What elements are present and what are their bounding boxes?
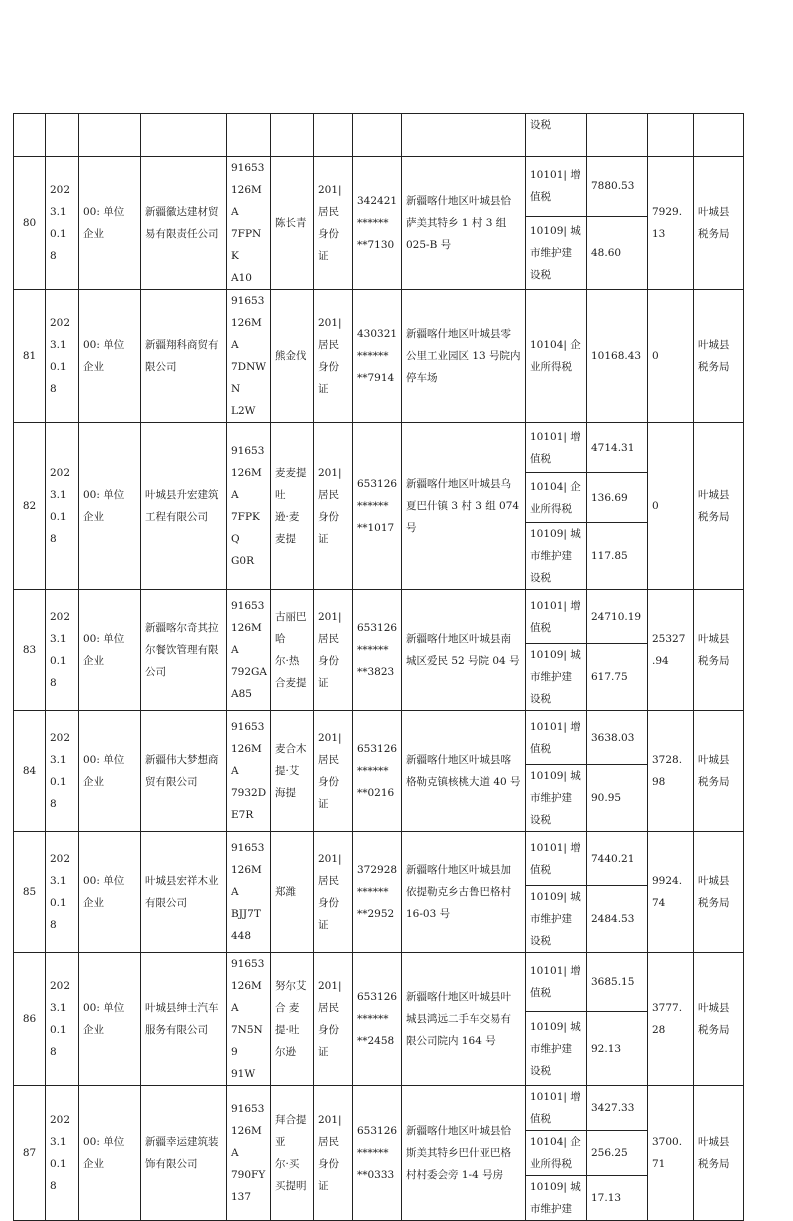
- cell-tax-amount: [587, 473, 648, 523]
- cell-credit-code: [227, 711, 271, 832]
- cell-total-amount: [648, 590, 694, 711]
- tax-authority-text: 叶城县 税务局: [698, 489, 730, 523]
- id-number-text: 372928 ****** **2952: [357, 864, 398, 920]
- tax-item-text: 10101| 增 值税: [530, 169, 581, 204]
- cell-record-date: [46, 423, 79, 590]
- cell-tax-item: [526, 1131, 587, 1176]
- cell-record-no: [14, 423, 46, 590]
- cell-tax-authority: [694, 157, 744, 290]
- cell-id-number: [353, 157, 402, 290]
- cell-tax-item: [526, 1086, 587, 1131]
- cell-taxpayer-type: [79, 953, 141, 1086]
- cell-id-type: [314, 1086, 353, 1221]
- cell-tax-item: [526, 157, 587, 217]
- id-type-text: 201| 居民 身份 证: [318, 980, 342, 1058]
- cell-taxpayer-type: [79, 290, 141, 423]
- tax-item-text: 10101| 增 值税: [530, 1091, 581, 1125]
- cell-credit-code: [227, 953, 271, 1086]
- company-name-text: 新疆徽达建材贸 易有限责任公司: [145, 206, 219, 240]
- id-number-text: 653126 ****** **1017: [357, 478, 398, 534]
- id-number-text: 653126 ****** **0333: [357, 1125, 398, 1181]
- cell-tax-item: [526, 1176, 587, 1221]
- credit-code-text: 91653 126MA 7FPNK A10: [231, 162, 265, 284]
- address-text: 新疆喀什地区叶城县恰 萨美其特乡 1 村 3 组 025-B 号: [406, 195, 511, 251]
- cell-id-number: [353, 423, 402, 590]
- cell-tax-amount: [587, 765, 648, 832]
- cell-company-name: [141, 953, 227, 1086]
- legal-person-text: 麦麦提 吐 逊·麦 麦提: [275, 467, 307, 545]
- cell-total-amount: [648, 157, 694, 290]
- id-number-text: 653126 ****** **2458: [357, 991, 398, 1047]
- tax-item-text: 10101| 增 值税: [530, 599, 581, 634]
- cell-tax-amount: [587, 423, 648, 473]
- tax-item-text: 设税: [530, 119, 551, 131]
- record-no-text: 85: [22, 886, 37, 898]
- credit-code-text: 91653 126MA BJJ7T 448: [231, 842, 265, 942]
- cell-person: [271, 114, 314, 157]
- tax-amount-text: 24710.19: [591, 610, 642, 623]
- total-amount-text: 0: [652, 500, 659, 512]
- tax-amount-text: 2484.53: [591, 913, 635, 925]
- cell-tax-item: [526, 216, 587, 289]
- cell-tax-authority: [694, 1086, 744, 1221]
- record-no-text: 80: [22, 217, 37, 229]
- cell-tax-amount: [587, 644, 648, 711]
- total-amount-text: 3700. 71: [652, 1136, 683, 1170]
- tax-authority-text: 叶城县 税务局: [698, 339, 730, 373]
- company-name-text: 叶城县升宏建筑 工程有限公司: [145, 489, 219, 523]
- address-text: 新疆喀什地区叶城县加 依提勒克乡古鲁巴格村 16-03 号: [406, 864, 511, 920]
- total-amount-text: 7929. 13: [652, 206, 683, 240]
- cell-tax-authority: [694, 953, 744, 1086]
- cell-tax-amount: [587, 523, 648, 590]
- cell-record-date: [46, 590, 79, 711]
- legal-person-text: 熊金伐: [275, 350, 307, 362]
- credit-code-text: 91653 126MA 7932D E7R: [231, 721, 267, 821]
- cell-code: [227, 114, 271, 157]
- cell-company-name: [141, 711, 227, 832]
- tax-amount-text: 90.95: [591, 792, 622, 804]
- credit-code-text: 91653 126MA 790FY 137: [231, 1103, 266, 1203]
- tax-item-text: 10109| 城 市维护建 设税: [530, 649, 581, 705]
- id-number-text: 653126 ****** **0216: [357, 743, 398, 799]
- tax-item-text: 10101| 增 值税: [530, 720, 581, 755]
- record-date-text: 202 3.1 0.1 8: [50, 732, 71, 810]
- table-row: [14, 953, 744, 1012]
- tax-amount-text: 92.13: [591, 1042, 622, 1055]
- cell-tax-item: [526, 114, 587, 157]
- tax-amount-text: 136.69: [591, 491, 628, 504]
- cell-tax-amount: [587, 1086, 648, 1131]
- cell-tax-item: [526, 423, 587, 473]
- cell-address: [402, 114, 526, 157]
- address-text: 新疆喀什地区叶城县零 公里工业园区 13 号院内 停车场: [406, 328, 521, 384]
- cell-total-amount: [648, 953, 694, 1086]
- tax-authority-text: 叶城县 税务局: [698, 633, 730, 667]
- cell-taxpayer-type: [79, 157, 141, 290]
- cell-tax-item: [526, 473, 587, 523]
- cell-credit-code: [227, 590, 271, 711]
- cell-tax-item: [526, 290, 587, 423]
- taxpayer-type-text: 00: 单位 企业: [83, 633, 125, 667]
- cell-id-number: [353, 590, 402, 711]
- cell-tax-amount: [587, 216, 648, 289]
- cell-id-number: [353, 832, 402, 953]
- tax-authority-text: 叶城县 税务局: [698, 1002, 730, 1036]
- tax-amount-text: 7880.53: [591, 180, 635, 193]
- cell-legal-person: [271, 832, 314, 953]
- cell-legal-person: [271, 711, 314, 832]
- cell-no: [14, 114, 46, 157]
- cell-credit-code: [227, 832, 271, 953]
- id-type-text: 201| 居民 身份 证: [318, 1114, 342, 1192]
- tax-amount-text: 617.75: [591, 671, 628, 683]
- cell-address: [402, 590, 526, 711]
- id-number-text: 653126 ****** **3823: [357, 622, 398, 678]
- cell-date: [46, 114, 79, 157]
- cell-tax-amount: [587, 157, 648, 217]
- id-type-text: 201| 居民 身份 证: [318, 853, 342, 931]
- tax-authority-text: 叶城县 税务局: [698, 206, 730, 240]
- cell-legal-person: [271, 1086, 314, 1221]
- tax-item-text: 10104| 企 业所得税: [530, 339, 581, 373]
- company-name-text: 叶城县绅士汽车 服务有限公司: [145, 1002, 219, 1036]
- cell-taxpayer-type: [79, 832, 141, 953]
- tax-item-text: 10101| 增 值税: [530, 965, 581, 1000]
- tax-amount-text: 3638.03: [591, 731, 635, 744]
- legal-person-text: 麦合木 提·艾 海提: [275, 743, 307, 799]
- cell-address: [402, 423, 526, 590]
- record-no-text: 83: [22, 644, 37, 656]
- credit-code-text: 91653 126MA 7DNWN L2W: [231, 295, 267, 417]
- cell-tax-item: [526, 765, 587, 832]
- cell-id-type: [314, 711, 353, 832]
- tax-item-text: 10109| 城 市维护建 设税: [530, 528, 581, 584]
- cell-record-date: [46, 290, 79, 423]
- id-type-text: 201| 居民 身份 证: [318, 467, 342, 545]
- table-row: [14, 157, 744, 217]
- cell-tax-item: [526, 1012, 587, 1086]
- cell-legal-person: [271, 423, 314, 590]
- legal-person-text: 陈长青: [275, 217, 307, 229]
- id-type-text: 201| 居民 身份 证: [318, 732, 342, 810]
- tax-item-text: 10104| 企 业所得税: [530, 1136, 581, 1170]
- cell-address: [402, 157, 526, 290]
- id-type-text: 201| 居民 身份 证: [318, 611, 342, 689]
- table-row: [14, 1086, 744, 1131]
- record-no-text: 82: [22, 500, 37, 512]
- credit-code-text: 91653 126MA 7FPKQ G0R: [231, 445, 265, 567]
- tax-item-text: 10109| 城 市维护建 设税: [530, 891, 581, 947]
- legal-person-text: 古丽巴 哈 尔·热 合麦提: [275, 611, 307, 689]
- cell-tax-amount: [587, 1131, 648, 1176]
- cell-tax-amount: [587, 290, 648, 423]
- taxpayer-type-text: 00: 单位 企业: [83, 206, 125, 240]
- cell-taxpayer-type: [79, 1086, 141, 1221]
- table-row: [14, 832, 744, 886]
- cell-id-type: [314, 290, 353, 423]
- tax-amount-text: 117.85: [591, 550, 628, 562]
- company-name-text: 叶城县宏祥木业 有限公司: [145, 875, 219, 909]
- cell-record-no: [14, 832, 46, 953]
- cell-record-no: [14, 157, 46, 290]
- tax-authority-text: 叶城县 税务局: [698, 875, 730, 909]
- cell-company-name: [141, 590, 227, 711]
- table-row: [14, 711, 744, 765]
- address-text: 新疆喀什地区叶城县恰 斯美其特乡巴什亚巴格 村村委会旁 1-4 号房: [406, 1125, 511, 1181]
- tax-item-text: 10104| 企 业所得税: [530, 480, 581, 515]
- cell-type: [79, 114, 141, 157]
- cell-record-no: [14, 290, 46, 423]
- tax-authority-text: 叶城县 税务局: [698, 1136, 730, 1170]
- company-name-text: 新疆喀尔奇其拉 尔餐饮管理有限 公司: [145, 622, 219, 678]
- cell-record-no: [14, 953, 46, 1086]
- tax-amount-text: 256.25: [591, 1147, 628, 1159]
- tax-authority-text: 叶城县 税务局: [698, 754, 730, 788]
- address-text: 新疆喀什地区叶城县叶 城县鸿远二手车交易有 限公司院内 164 号: [406, 991, 511, 1047]
- cell-credit-code: [227, 1086, 271, 1221]
- cell-id-number: [353, 1086, 402, 1221]
- cell-id-type: [314, 590, 353, 711]
- record-date-text: 202 3.1 0.1 8: [50, 980, 71, 1058]
- cell-id-number: [353, 953, 402, 1086]
- cell-company-name: [141, 832, 227, 953]
- cell-company-name: [141, 1086, 227, 1221]
- cell-company-name: [141, 423, 227, 590]
- cell-company-name: [141, 157, 227, 290]
- cell-amount: [587, 114, 648, 157]
- tax-item-text: 10101| 增 值税: [530, 841, 581, 876]
- cell-record-no: [14, 1086, 46, 1221]
- record-date-text: 202 3.1 0.1 8: [50, 853, 71, 931]
- tax-amount-text: 3685.15: [591, 976, 635, 989]
- total-amount-text: 25327 .94: [652, 633, 686, 667]
- tax-item-text: 10109| 城 市维护建 设税: [530, 224, 581, 281]
- cell-company-name: [141, 290, 227, 423]
- taxpayer-type-text: 00: 单位 企业: [83, 754, 125, 788]
- cell-id-type: [314, 953, 353, 1086]
- total-amount-text: 9924. 74: [652, 875, 683, 909]
- cell-total-amount: [648, 1086, 694, 1221]
- cell-address: [402, 832, 526, 953]
- cell-total-amount: [648, 832, 694, 953]
- cell-record-date: [46, 832, 79, 953]
- cell-tax-item: [526, 953, 587, 1012]
- company-name-text: 新疆翔科商贸有 限公司: [145, 339, 219, 373]
- cell-address: [402, 953, 526, 1086]
- cell-tax-item: [526, 832, 587, 886]
- cell-record-date: [46, 157, 79, 290]
- cell-tax-authority: [694, 290, 744, 423]
- cell-record-date: [46, 711, 79, 832]
- cell-total-amount: [648, 423, 694, 590]
- cell-legal-person: [271, 953, 314, 1086]
- record-no-text: 87: [22, 1147, 37, 1159]
- cell-tax-amount: [587, 1176, 648, 1221]
- taxpayer-type-text: 00: 单位 企业: [83, 1136, 125, 1170]
- total-amount-text: 3777. 28: [652, 1002, 683, 1036]
- cell-address: [402, 1086, 526, 1221]
- cell-id-number: [353, 290, 402, 423]
- tax-item-text: 10109| 城 市维护建: [530, 1181, 581, 1215]
- record-date-text: 202 3.1 0.1 8: [50, 611, 71, 689]
- tax-amount-text: 10168.43: [591, 350, 642, 362]
- cell-id-type: [314, 832, 353, 953]
- id-number-text: 430321 ****** **7914: [357, 328, 398, 384]
- cell-total-amount: [648, 290, 694, 423]
- cell-taxpayer-type: [79, 711, 141, 832]
- cell-tax-item: [526, 711, 587, 765]
- cell-taxpayer-type: [79, 590, 141, 711]
- cell-name: [141, 114, 227, 157]
- taxpayer-type-text: 00: 单位 企业: [83, 1002, 125, 1036]
- cell-authority: [694, 114, 744, 157]
- legal-person-text: 拜合提 亚 尔·买 买提明: [275, 1114, 307, 1192]
- address-text: 新疆喀什地区叶城县喀 格勒克镇核桃大道 40 号: [406, 754, 521, 788]
- cell-id-type: [314, 114, 353, 157]
- cell-credit-code: [227, 423, 271, 590]
- cell-id-number: [353, 711, 402, 832]
- id-number-text: 342421 ****** **7130: [357, 195, 398, 251]
- cell-tax-authority: [694, 832, 744, 953]
- cell-tax-amount: [587, 832, 648, 886]
- cell-credit-code: [227, 290, 271, 423]
- record-date-text: 202 3.1 0.1 8: [50, 184, 71, 262]
- cell-tax-item: [526, 590, 587, 644]
- table-row: [14, 423, 744, 473]
- address-text: 新疆喀什地区叶城县南 城区爱民 52 号院 04 号: [406, 633, 520, 667]
- cell-tax-item: [526, 886, 587, 953]
- id-type-text: 201| 居民 身份 证: [318, 184, 342, 262]
- id-type-text: 201| 居民 身份 证: [318, 317, 342, 395]
- cell-total: [648, 114, 694, 157]
- cell-tax-amount: [587, 886, 648, 953]
- cell-address: [402, 290, 526, 423]
- cell-tax-authority: [694, 590, 744, 711]
- cell-legal-person: [271, 157, 314, 290]
- continued-row: [14, 114, 744, 157]
- address-text: 新疆喀什地区叶城县乌 夏巴什镇 3 村 3 组 074 号: [406, 478, 520, 534]
- tax-amount-text: 7440.21: [591, 852, 635, 865]
- cell-tax-authority: [694, 423, 744, 590]
- record-date-text: 202 3.1 0.1 8: [50, 317, 71, 395]
- cell-tax-amount: [587, 711, 648, 765]
- cell-id-type: [314, 157, 353, 290]
- cell-tax-amount: [587, 590, 648, 644]
- record-date-text: 202 3.1 0.1 8: [50, 467, 71, 545]
- cell-tax-authority: [694, 711, 744, 832]
- cell-id-no: [353, 114, 402, 157]
- cell-credit-code: [227, 157, 271, 290]
- cell-id-type: [314, 423, 353, 590]
- taxpayer-type-text: 00: 单位 企业: [83, 339, 125, 373]
- credit-code-text: 91653 126MA 7N5N9 91W: [231, 958, 265, 1080]
- cell-legal-person: [271, 290, 314, 423]
- cell-total-amount: [648, 711, 694, 832]
- table-row: [14, 290, 744, 423]
- credit-code-text: 91653 126MA 792GA A85: [231, 600, 268, 700]
- cell-tax-item: [526, 523, 587, 590]
- cell-record-no: [14, 711, 46, 832]
- record-no-text: 84: [22, 765, 37, 777]
- record-date-text: 202 3.1 0.1 8: [50, 1114, 71, 1192]
- legal-person-text: 努尔艾 合 麦 提·吐 尔逊: [275, 980, 307, 1058]
- cell-legal-person: [271, 590, 314, 711]
- tax-amount-text: 4714.31: [591, 441, 635, 454]
- cell-record-date: [46, 953, 79, 1086]
- company-name-text: 新疆幸运建筑装 饰有限公司: [145, 1136, 219, 1170]
- tax-item-text: 10101| 增 值税: [530, 430, 581, 465]
- record-no-text: 81: [22, 350, 37, 362]
- tax-amount-text: 17.13: [591, 1192, 622, 1204]
- cell-tax-amount: [587, 953, 648, 1012]
- cell-tax-item: [526, 644, 587, 711]
- taxpayer-type-text: 00: 单位 企业: [83, 489, 125, 523]
- tax-amount-text: 48.60: [591, 246, 622, 259]
- cell-record-no: [14, 590, 46, 711]
- legal-person-text: 郑潍: [275, 886, 296, 898]
- cell-address: [402, 711, 526, 832]
- record-no-text: 86: [22, 1013, 37, 1025]
- cell-taxpayer-type: [79, 423, 141, 590]
- total-amount-text: 0: [652, 350, 659, 362]
- tax-amount-text: 3427.33: [591, 1102, 635, 1114]
- total-amount-text: 3728. 98: [652, 754, 683, 788]
- tax-item-text: 10109| 城 市维护建 设税: [530, 770, 581, 826]
- company-name-text: 新疆伟大梦想商 贸有限公司: [145, 754, 219, 788]
- cell-tax-amount: [587, 1012, 648, 1086]
- tax-item-text: 10109| 城 市维护建 设税: [530, 1020, 581, 1077]
- table-row: [14, 590, 744, 644]
- tax-arrears-table: [13, 113, 744, 1221]
- cell-record-date: [46, 1086, 79, 1221]
- taxpayer-type-text: 00: 单位 企业: [83, 875, 125, 909]
